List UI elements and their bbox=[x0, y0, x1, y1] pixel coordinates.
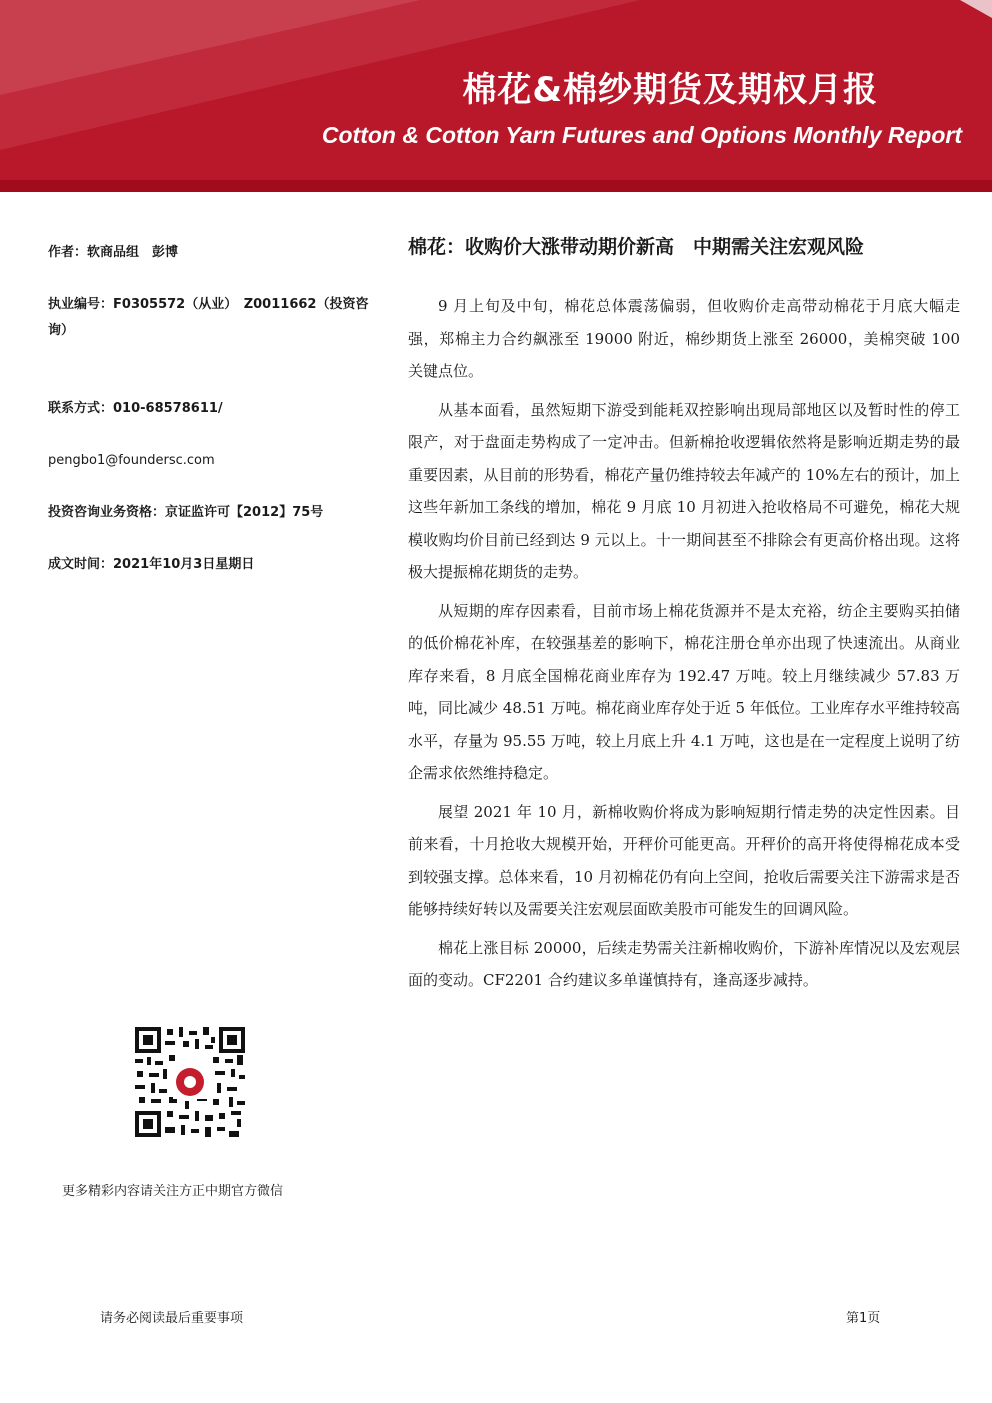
footer-notice: 请务必阅读最后重要事项 bbox=[100, 1311, 244, 1326]
author-label: 作者： bbox=[48, 245, 88, 260]
article-paragraph: 9 月上旬及中旬，棉花总体震荡偏弱，但收购价走高带动棉花于月底大幅走强，郑棉主力合约飙涨至 19000 附近，棉纱期货上涨至 26000，美棉突破 100 关键点位。 bbox=[408, 297, 960, 380]
contact-label: 联系方式： bbox=[48, 401, 114, 416]
article-paragraph: 从短期的库存因素看，目前市场上棉花货源并不是太充裕，纺企主要购买拍储的低价棉花补库，在较强基差的影响下，棉花注册仓单亦出现了快速流出。从商业库存来看，8 月底全国棉花商业库存为 192.47 万吨。较上月继续减少 57.83 万吨，同比减少 48.51 万吨。棉花商业库存处于近 5 年低位。工业库存水平维持较高水平，存量为 95.55 万吨，较上月底上升 4.1 万吨，这也是在一定程度上说明了纺企需求依然维持稳定。 bbox=[408, 601, 960, 782]
author-row bbox=[48, 240, 378, 292]
date-row bbox=[48, 552, 378, 604]
license-value: F0305572（从业） Z0011662（投资咨询） bbox=[48, 297, 369, 338]
qualification-label: 投资咨询业务资格： bbox=[48, 505, 166, 520]
article-body bbox=[408, 290, 960, 1003]
article-headline: 棉花：收购价大涨带动期价新高 中期需关注宏观风险 bbox=[408, 236, 865, 258]
author-info bbox=[48, 240, 378, 604]
contact-value: 010-68578611/ bbox=[113, 401, 223, 416]
article-paragraph: 棉花上涨目标 20000，后续走势需关注新棉收购价，下游补库情况以及宏观层面的变动。CF2201 合约建议多单谨慎持有，逢高逐步减持。 bbox=[408, 938, 960, 989]
license-row bbox=[48, 292, 378, 396]
qualification-row bbox=[48, 500, 378, 552]
email-row bbox=[48, 448, 378, 500]
date-value: 2021年10月3日星期日 bbox=[113, 557, 255, 572]
report-title-cn: 棉花&棉纱期货及期权月报 bbox=[462, 70, 878, 110]
contact-row bbox=[48, 396, 378, 448]
email-address[interactable]: pengbo1@foundersc.com bbox=[48, 453, 215, 468]
header-banner bbox=[0, 0, 992, 192]
date-label: 成文时间： bbox=[48, 557, 114, 572]
report-title-en: Cotton & Cotton Yarn Futures and Options Monthly Report bbox=[321, 122, 962, 148]
qr-code-icon[interactable] bbox=[135, 1027, 245, 1137]
author-value: 软商品组 彭博 bbox=[87, 245, 179, 260]
license-label: 执业编号： bbox=[48, 297, 114, 312]
article-paragraph: 从基本面看，虽然短期下游受到能耗双控影响出现局部地区以及暂时性的停工限产，对于盘面走势构成了一定冲击。但新棉抢收逻辑依然将是影响近期走势的最重要因素，从目前的形势看，棉花产量仍维持较去年减产的 10%左右的预计，加上这些年新加工条线的增加，棉花 9 月底 10 月初进入抢收格局不可避免，棉花大规模收购均价目前已经到达 9 元以上。十一期间甚至不排除会有更高价格出现。这将极大提振棉花期货的走势。 bbox=[408, 400, 960, 581]
page-number: 第1页 bbox=[846, 1311, 881, 1326]
qualification-value: 京证监许可【2012】75号 bbox=[165, 505, 324, 520]
article-paragraph: 展望 2021 年 10 月，新棉收购价将成为影响短期行情走势的决定性因素。目前来看，十月抢收大规模开始，开秤价可能更高。开秤价的高开将使得棉花成本受到较强支撑。总体来看，10 月初棉花仍有向上空间，抢收后需要关注下游需求是否能够持续好转以及需要关注宏观层面欧美股市可能发生的回调风险。 bbox=[408, 802, 960, 918]
qr-caption: 更多精彩内容请关注方正中期官方微信 bbox=[62, 1184, 284, 1199]
